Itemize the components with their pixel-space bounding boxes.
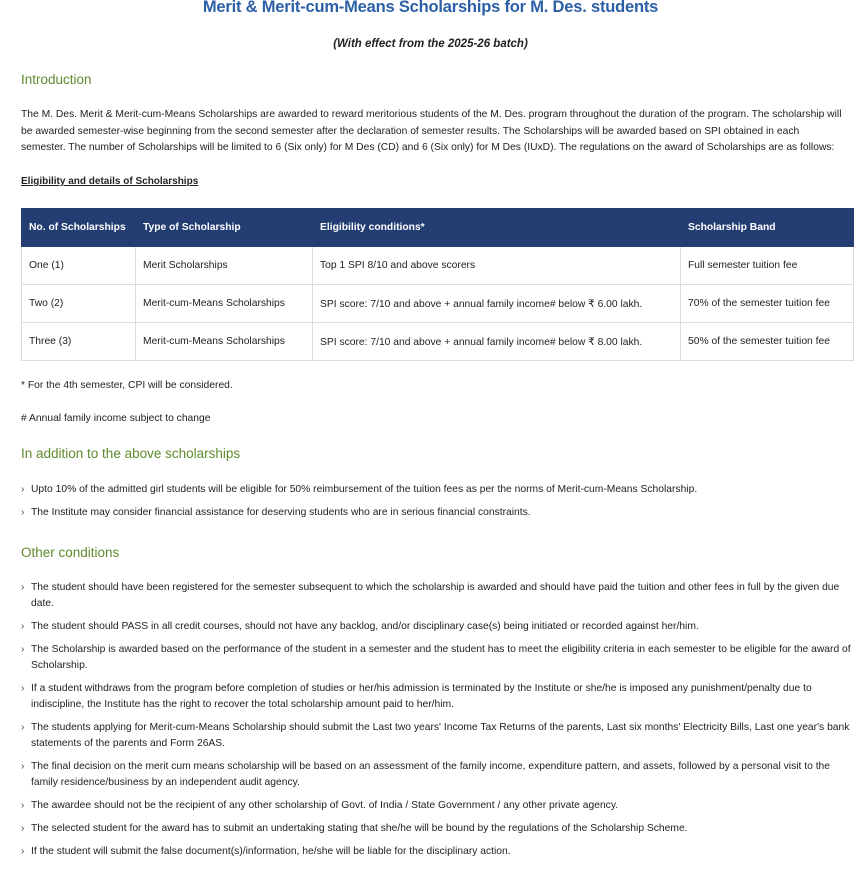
list-item: › If the student will submit the false document(s)/information, he/she will be liable for the disciplinary action. (21, 844, 851, 860)
chevron-right-icon: › (21, 823, 25, 834)
list-item: › Upto 10% of the admitted girl students will be eligible for 50% reimbursement of the tuition fees as per the norms of Merit-cum-Means Scholarship. (21, 482, 851, 498)
addition-list (21, 482, 851, 521)
page-subtitle: (With effect from the 2025-26 batch) (333, 38, 528, 50)
list-item: › The student should have been registered for the semester subsequent to which the scholarship is awarded and should have paid the tuition and other fees in full by the given due date. (21, 582, 840, 609)
list-item: › The students applying for Merit-cum-Means Scholarship should submit the Last two years' Income Tax Returns of the parents, Last six months' Electricity Bills, Last one year's bank statements of the parents and Form 26AS. (21, 722, 850, 749)
table-row (22, 323, 854, 361)
list-item: › If a student withdraws from the program before completion of studies or her/his admission is terminated by the Institute or she/he is imposed any punishment/penalty due to indiscipline, the Institute has the right to recover the total scholarship amount paid to her/him. (21, 683, 812, 710)
list-item: › The student should PASS in all credit courses, should not have any backlog, and/or disciplinary case(s) being initiated or recorded against her/him. (21, 619, 851, 635)
list-item: › The awardee should not be the recipient of any other scholarship of Govt. of India / State Government / any other private agency. (21, 798, 851, 814)
table-header-cell: Eligibility conditions* (313, 209, 681, 247)
table-cell: Three (3) (22, 323, 136, 361)
list-item: › The Institute may consider financial assistance for deserving students who are in serious financial constraints. (21, 505, 851, 521)
table-row (22, 285, 854, 323)
table-cell: Merit-cum-Means Scholarships (136, 323, 313, 361)
chevron-right-icon: › (21, 644, 25, 655)
table-cell: Two (2) (22, 285, 136, 323)
introduction-heading: Introduction (21, 72, 92, 87)
chevron-right-icon: › (21, 800, 25, 811)
eligibility-subheading: Eligibility and details of Scholarships (21, 176, 199, 187)
table-header-cell: Scholarship Band (681, 209, 854, 247)
chevron-right-icon: › (21, 683, 25, 694)
list-item: › The final decision on the merit cum means scholarship will be based on an assessment of the family income, expenditure pattern, and assets, followed by a personal visit to the family residence/business by an independent audit agency. (21, 761, 831, 788)
chevron-right-icon: › (21, 507, 25, 518)
chevron-right-icon: › (21, 621, 25, 632)
table-row (22, 247, 854, 285)
table-cell: SPI score: 7/10 and above + annual family income# below ₹ 6.00 lakh. (313, 285, 681, 323)
table-cell: 70% of the semester tuition fee (681, 285, 854, 323)
chevron-right-icon: › (21, 582, 25, 593)
income-note: # Annual family income subject to change (21, 413, 211, 424)
table-header-cell: No. of Scholarships (22, 209, 136, 247)
list-item: › The Scholarship is awarded based on the performance of the student in a semester and the student has to meet the eligibility criteria in each semester to be eligible for the award of Scholarship. (21, 644, 851, 671)
table-cell: 50% of the semester tuition fee (681, 323, 854, 361)
introduction-text: The M. Des. Merit & Merit-cum-Means Scholarships are awarded to reward meritorious students of the M. Des. program throughout the duration of the program. The scholarship will be awarded semester-wise beginning from the second semester after the declaration of semester results. The Scholarships will be awarded based on SPI obtained in each semester. The number of Scholarships will be limited to 6 (Six only) for M Des (CD) and 6 (Six only) for M Des (IUxD). The regulations on the award of Scholarships are as follows: (21, 109, 842, 153)
table-cell: Top 1 SPI 8/10 and above scorers (313, 247, 681, 285)
table-cell: Merit-cum-Means Scholarships (136, 285, 313, 323)
chevron-right-icon: › (21, 761, 25, 772)
table-header-cell: Type of Scholarship (136, 209, 313, 247)
other-conditions-list (21, 580, 851, 860)
page-title: Merit & Merit-cum-Means Scholarships for M. Des. students (202, 0, 659, 16)
scholarship-table (21, 208, 854, 361)
table-header-row (22, 209, 854, 247)
table-cell: Merit Scholarships (136, 247, 313, 285)
addition-heading: In addition to the above scholarships (21, 446, 241, 461)
table-cell: Full semester tuition fee (681, 247, 854, 285)
cpi-note: * For the 4th semester, CPI will be considered. (21, 380, 233, 391)
table-cell: One (1) (22, 247, 136, 285)
table-cell: SPI score: 7/10 and above + annual family income# below ₹ 8.00 lakh. (313, 323, 681, 361)
list-item: › The selected student for the award has to submit an undertaking stating that she/he will be bound by the regulations of the Scholarship Scheme. (21, 821, 851, 837)
chevron-right-icon: › (21, 722, 25, 733)
chevron-right-icon: › (21, 846, 25, 857)
chevron-right-icon: › (21, 484, 25, 495)
other-conditions-heading: Other conditions (21, 545, 120, 560)
